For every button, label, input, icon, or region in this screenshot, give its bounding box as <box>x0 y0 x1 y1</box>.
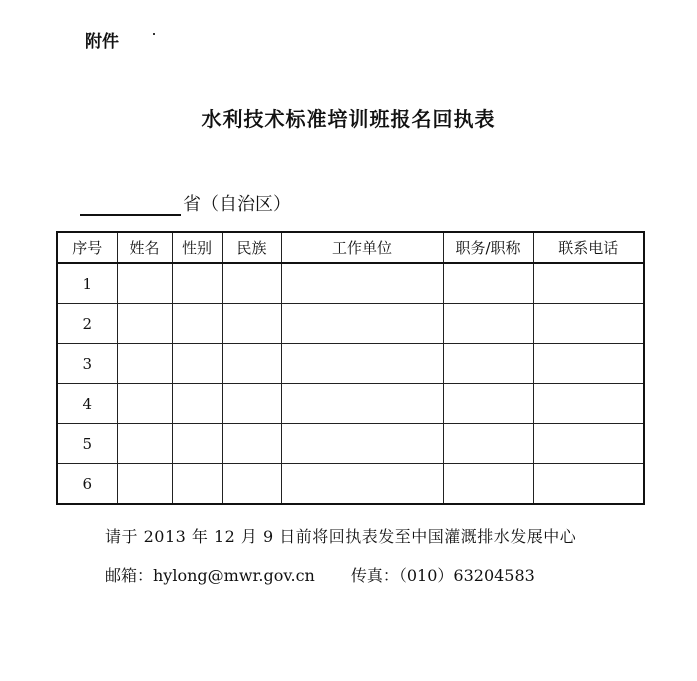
employer-cell[interactable] <box>281 304 443 344</box>
row-index-cell: 6 <box>57 464 117 505</box>
gender-cell[interactable] <box>172 384 222 424</box>
phone-cell[interactable] <box>533 304 644 344</box>
name-cell[interactable] <box>117 263 172 304</box>
ethnicity-cell[interactable] <box>222 263 281 304</box>
header-cell-index: 序号 <box>57 232 117 263</box>
header-cell-phone: 联系电话 <box>533 232 644 263</box>
email-text: 邮箱：hylong@mwr.gov.cn <box>105 566 315 585</box>
table-row <box>57 384 644 424</box>
employer-cell[interactable] <box>281 263 443 304</box>
row-index-cell: 3 <box>57 344 117 384</box>
header-cell-title: 职务/职称 <box>443 232 533 263</box>
header-cell-employer: 工作单位 <box>281 232 443 263</box>
contact-line <box>105 563 535 586</box>
document-title: 水利技术标准培训班报名回执表 <box>201 107 496 131</box>
name-cell[interactable] <box>117 304 172 344</box>
row-index-cell: 2 <box>57 304 117 344</box>
province-blank-field[interactable] <box>80 194 181 216</box>
attachment-label: 附件 <box>85 32 119 52</box>
phone-cell[interactable] <box>533 263 644 304</box>
title-cell[interactable] <box>443 424 533 464</box>
employer-cell[interactable] <box>281 424 443 464</box>
province-suffix: 省（自治区） <box>183 194 291 215</box>
row-index-cell: 4 <box>57 384 117 424</box>
registration-table <box>56 231 645 505</box>
gender-cell[interactable] <box>172 344 222 384</box>
table-row <box>57 424 644 464</box>
gender-cell[interactable] <box>172 304 222 344</box>
title-cell[interactable] <box>443 344 533 384</box>
header-cell-name: 姓名 <box>117 232 172 263</box>
row-index-cell: 5 <box>57 424 117 464</box>
table-header-row <box>57 232 644 263</box>
gender-cell[interactable] <box>172 263 222 304</box>
table-row <box>57 263 644 304</box>
phone-cell[interactable] <box>533 384 644 424</box>
table-row <box>57 464 644 505</box>
ethnicity-cell[interactable] <box>222 344 281 384</box>
ethnicity-cell[interactable] <box>222 384 281 424</box>
province-line <box>80 190 291 216</box>
employer-cell[interactable] <box>281 344 443 384</box>
phone-cell[interactable] <box>533 424 644 464</box>
title-cell[interactable] <box>443 464 533 505</box>
deadline-note: 请于 2013 年 12 月 9 日前将回执表发至中国灌溉排水发展中心 <box>105 527 577 546</box>
name-cell[interactable] <box>117 464 172 505</box>
header-cell-gender: 性别 <box>172 232 222 263</box>
phone-cell[interactable] <box>533 344 644 384</box>
name-cell[interactable] <box>117 344 172 384</box>
title-cell[interactable] <box>443 263 533 304</box>
title-cell[interactable] <box>443 304 533 344</box>
gender-cell[interactable] <box>172 424 222 464</box>
ethnicity-cell[interactable] <box>222 424 281 464</box>
employer-cell[interactable] <box>281 464 443 505</box>
table-row <box>57 344 644 384</box>
gender-cell[interactable] <box>172 464 222 505</box>
name-cell[interactable] <box>117 384 172 424</box>
phone-cell[interactable] <box>533 464 644 505</box>
scan-speck <box>153 33 155 35</box>
name-cell[interactable] <box>117 424 172 464</box>
fax-text: 传真：（010）63204583 <box>350 566 535 585</box>
header-cell-ethnicity: 民族 <box>222 232 281 263</box>
row-index-cell: 1 <box>57 263 117 304</box>
ethnicity-cell[interactable] <box>222 304 281 344</box>
title-cell[interactable] <box>443 384 533 424</box>
ethnicity-cell[interactable] <box>222 464 281 505</box>
employer-cell[interactable] <box>281 384 443 424</box>
table-row <box>57 304 644 344</box>
